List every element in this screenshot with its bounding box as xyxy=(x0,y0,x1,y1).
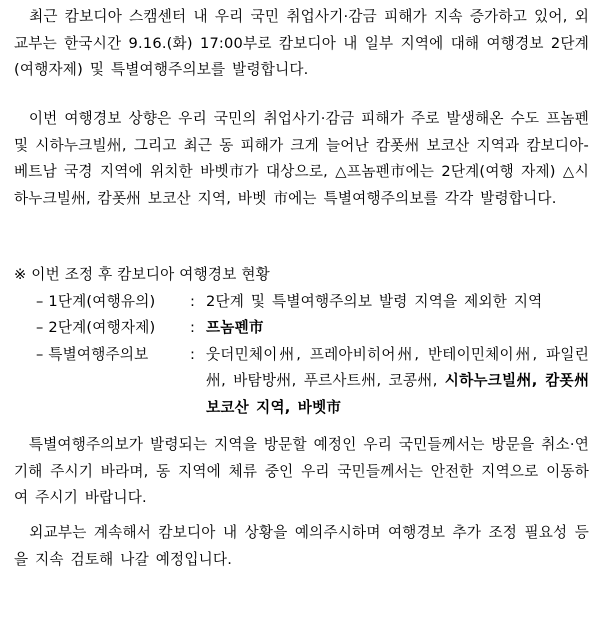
status-item-special-advisory xyxy=(14,342,589,422)
status-item-colon: : xyxy=(190,345,196,363)
status-list xyxy=(14,289,589,422)
intro-paragraph: 최근 캄보디아 스캠센터 내 우리 국민 취업사기·감금 피해가 지속 증가하고 있어, 외교부는 한국시간 9.16.(화) 17:00부로 캄보디아 내 일부 지역에 대해 여행경보 2단계(여행자제) 및 특별여행주의보를 발령합니다. xyxy=(14,8,589,78)
status-item-value: 프놈펜市 xyxy=(206,319,264,336)
request-paragraph: 특별여행주의보가 발령되는 지역을 방문할 예정인 우리 국민들께서는 방문을 취소·연기해 주시기 바라며, 동 지역에 체류 중인 우리 국민들께서는 안전한 지역으로 이동하여 주시기 바랍니다. xyxy=(14,436,589,506)
special-advisory-new-regions: 시하누크빌州, 캄폿州 보코산 지역, 바벳市 xyxy=(206,372,589,416)
special-advisory-regions: 웃더민체이州, 프레아비히어州, 반테이민체이州, 파일린州, 바탐방州, 푸르사트州, 코콩州, xyxy=(206,345,589,389)
status-heading: ※ 이번 조정 후 캄보디아 여행경보 현황 xyxy=(14,266,270,283)
status-item-level-1 xyxy=(14,289,589,316)
travel-alert-status-section xyxy=(14,262,589,421)
closing-paragraph: 외교부는 계속해서 캄보디아 내 상황을 예의주시하며 여행경보 추가 조정 필요성 등을 지속 검토해 나갈 예정입니다. xyxy=(14,524,589,568)
status-item-colon: : xyxy=(190,319,196,336)
status-item-value: 2단계 및 특별여행주의보 발령 지역을 제외한 지역 xyxy=(206,292,543,310)
status-item-label: – 1단계(여행유의) xyxy=(36,292,156,310)
details-paragraph: 이번 여행경보 상향은 우리 국민의 취업사기·감금 피해가 주로 발생해온 수도 프놈펜 및 시하누크빌州, 그리고 최근 동 피해가 크게 늘어난 캄폿州 보코산 지역과 캄보디아-베트남 국경 지역에 위치한 바벳市가 대상으로, △프놈펜市에는 2단계(여행 자제) △시하누크빌州, 캄폿州 보코산 지역, 바벳 市에는 특별여행주의보를 각각 발령합니다. xyxy=(14,110,589,207)
status-item-label: – 2단계(여행자제) xyxy=(36,319,156,336)
status-item-level-2 xyxy=(14,315,589,342)
status-item-label: – 특별여행주의보 xyxy=(36,345,149,363)
status-item-value xyxy=(206,342,589,422)
status-item-colon: : xyxy=(190,292,196,310)
